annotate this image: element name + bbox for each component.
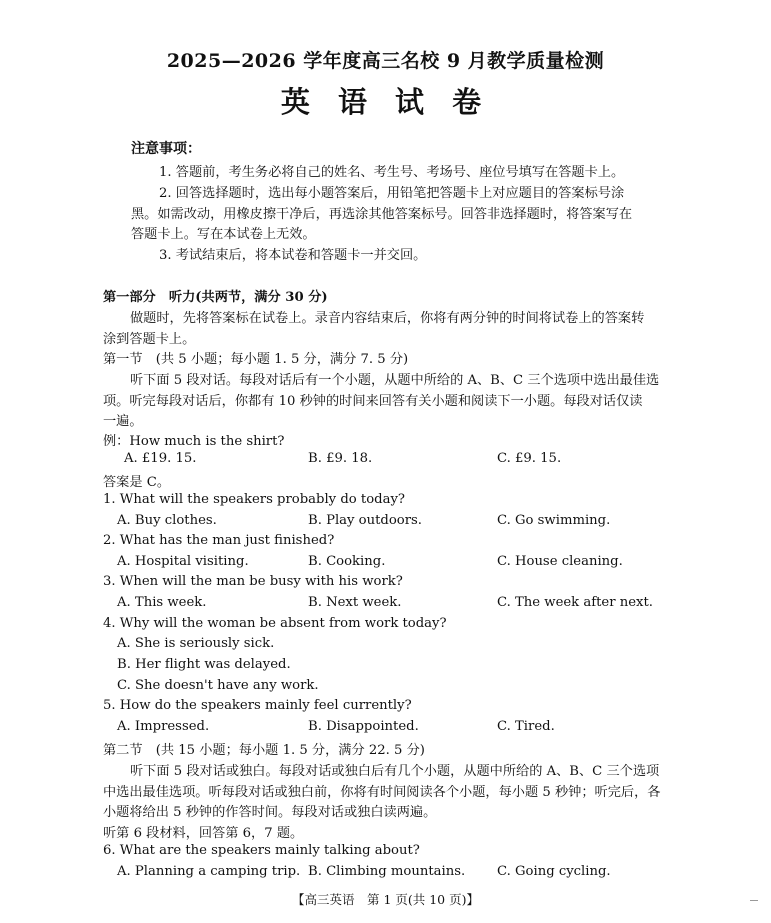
notice-line: 1. 答题前，考生务必将自己的姓名、考生号、考场号、座位号填写在答题卡上。: [159, 165, 625, 180]
question-5: 5. How do the speakers mainly feel currently?: [103, 698, 412, 713]
notice-line: 答题卡上。写在本试卷上无效。: [131, 227, 316, 242]
q5-option-c: C. Tired.: [497, 719, 555, 734]
page-footer: 【高三英语 第 1 页(共 10 页)】: [291, 892, 479, 907]
notice-line: 2. 回答选择题时，选出每小题答案后，用铅笔把答题卡上对应题目的答案标号涂: [159, 186, 625, 201]
corner-mark: [750, 897, 758, 901]
q3-option-a: A. This week.: [117, 595, 207, 610]
q6-option-c: C. Going cycling.: [497, 864, 611, 879]
section1-intro: 一遍。: [103, 414, 143, 429]
section1-heading: 第一节 (共 5 小题；每小题 1. 5 分，满分 7. 5 分): [103, 352, 409, 367]
q6-option-b: B. Climbing mountains.: [308, 864, 466, 879]
subject-title: 英 语 试 卷: [280, 85, 491, 119]
section2-intro: 小题将给出 5 秒钟的作答时间。每段对话或独白读两遍。: [103, 805, 437, 820]
q3-option-b: B. Next week.: [308, 595, 402, 610]
q2-option-b: B. Cooking.: [308, 554, 386, 569]
q4-option-b: B. Her flight was delayed.: [117, 657, 291, 672]
section2-intro: 中选出最佳选项。听每段对话或独白前，你将有时间阅读各个小题，每小题 5 秒钟；听完后，各: [103, 785, 661, 800]
question-1: 1. What will the speakers probably do today?: [103, 492, 405, 507]
section1-intro: 项。听完每段对话后，你都有 10 秒钟的时间来回答有关小题和阅读下一小题。每段对话仅读: [103, 394, 643, 409]
material-note: 听第 6 段材料，回答第 6，7 题。: [103, 826, 304, 841]
part1-intro: 做题时，先将答案标在试卷上。录音内容结束后，你将有两分钟的时间将试卷上的答案转: [130, 311, 645, 326]
notice-heading: 注意事项：: [131, 141, 201, 157]
q6-option-a: A. Planning a camping trip.: [117, 864, 301, 879]
question-6: 6. What are the speakers mainly talking about?: [103, 843, 420, 858]
part1-intro: 涂到答题卡上。: [103, 332, 196, 347]
q1-option-a: A. Buy clothes.: [117, 513, 217, 528]
notice-line: 3. 考试结束后，将本试卷和答题卡一并交回。: [159, 248, 427, 263]
section1-intro: 听下面 5 段对话。每段对话后有一个小题，从题中所给的 A、B、C 三个选项中选出最佳选: [130, 373, 660, 388]
q3-option-c: C. The week after next.: [497, 595, 653, 610]
section2-heading: 第二节 (共 15 小题；每小题 1. 5 分，满分 22. 5 分): [103, 743, 425, 758]
example-answer: 答案是 C。: [103, 475, 171, 490]
q5-option-a: A. Impressed.: [117, 719, 210, 734]
q1-option-b: B. Play outdoors.: [308, 513, 422, 528]
exam-title: 2025—2026 学年度高三名校 9 月教学质量检测: [166, 50, 605, 72]
example-option-a: A. £19. 15.: [124, 451, 197, 466]
q2-option-a: A. Hospital visiting.: [117, 554, 249, 569]
question-3: 3. When will the man be busy with his work?: [103, 574, 403, 589]
question-2: 2. What has the man just finished?: [103, 533, 335, 548]
question-4: 4. Why will the woman be absent from work today?: [103, 616, 447, 631]
example-option-b: B. £9. 18.: [308, 451, 373, 466]
example-question: 例：How much is the shirt?: [103, 434, 285, 449]
part1-heading: 第一部分 听力(共两节，满分 30 分): [103, 290, 328, 305]
example-option-c: C. £9. 15.: [497, 451, 562, 466]
q1-option-c: C. Go swimming.: [497, 513, 611, 528]
notice-line: 黑。如需改动，用橡皮擦干净后，再选涂其他答案标号。回答非选择题时，将答案写在: [131, 207, 633, 222]
section2-intro: 听下面 5 段对话或独白。每段对话或独白后有几个小题，从题中所给的 A、B、C 三个选项: [130, 764, 660, 779]
q5-option-b: B. Disappointed.: [308, 719, 419, 734]
q4-option-a: A. She is seriously sick.: [117, 636, 275, 651]
q4-option-c: C. She doesn't have any work.: [117, 678, 319, 693]
q2-option-c: C. House cleaning.: [497, 554, 623, 569]
